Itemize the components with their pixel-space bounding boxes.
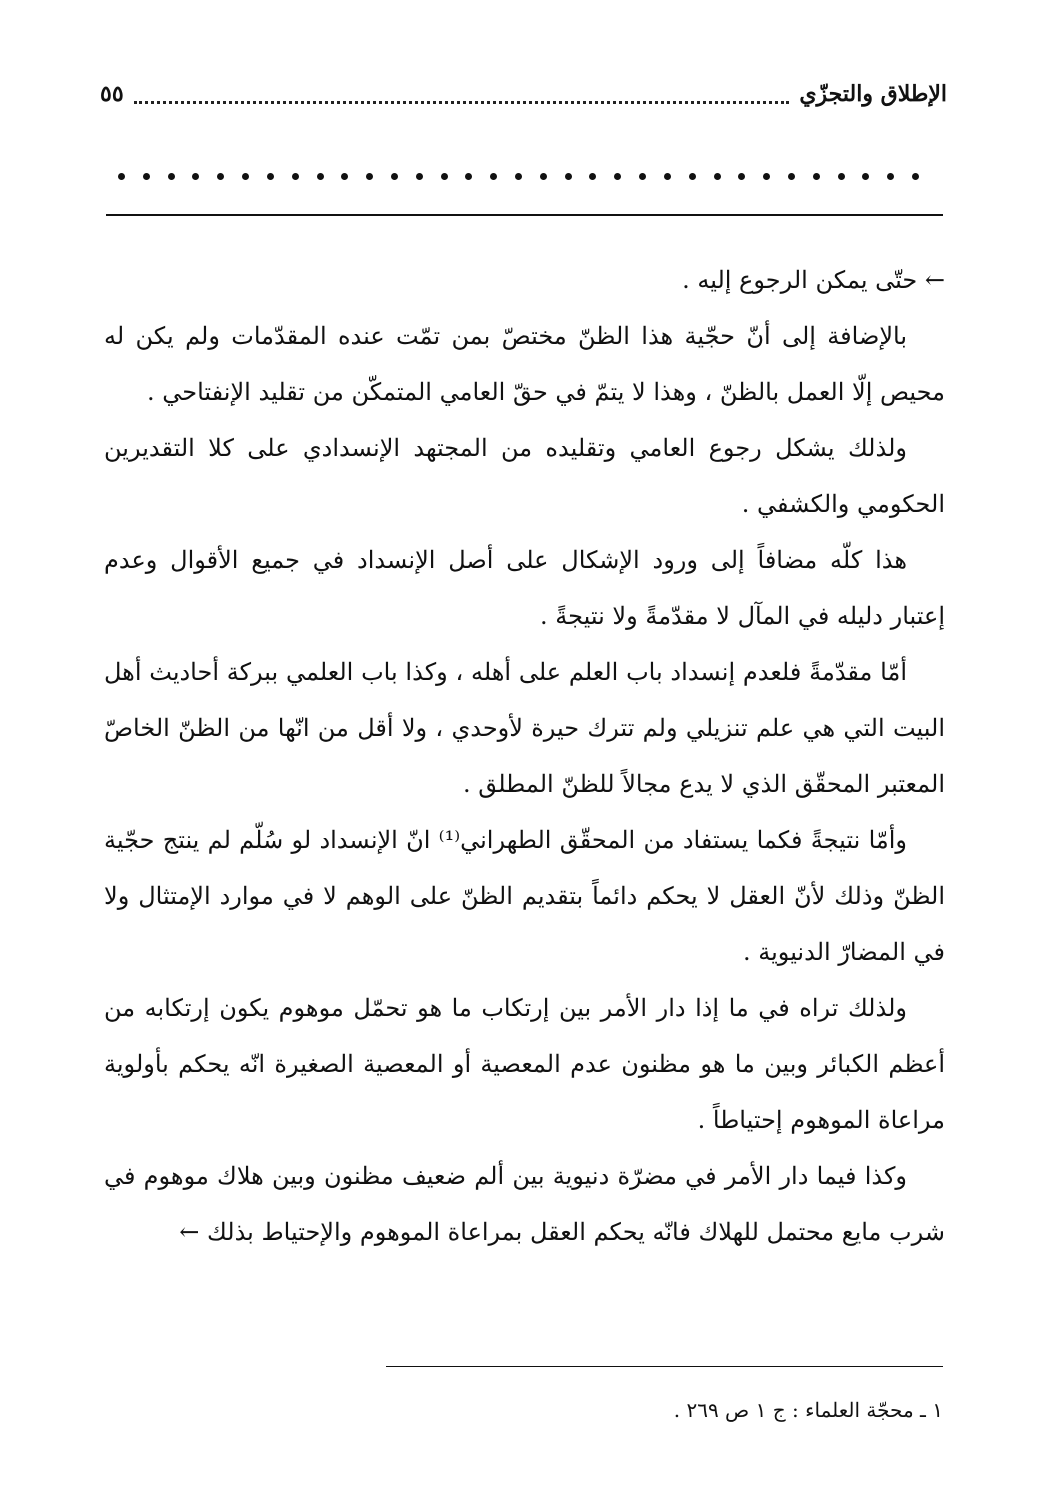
running-header-title: الإطلاق والتجزّي bbox=[799, 81, 947, 107]
ornament-dot bbox=[292, 173, 299, 180]
ornament-dot bbox=[589, 173, 596, 180]
ornament-dot bbox=[813, 173, 820, 180]
ornament-dot bbox=[465, 173, 472, 180]
ornament-dot bbox=[168, 173, 175, 180]
ornament-dot bbox=[242, 173, 249, 180]
paragraph: وكذا فيما دار الأمر في مضرّة دنيوية بين ألم ضعيف مظنون وبين هلاك موهوم في شرب مايع محتمل للهلاك فانّه يحكم العقل بمراعاة الموهوم والإحتياط بذلك ← bbox=[104, 1162, 945, 1246]
ornament-dot bbox=[366, 173, 373, 180]
ornament-dot bbox=[192, 173, 199, 180]
ornament-dot bbox=[118, 173, 125, 180]
paragraph: ولذلك يشكل رجوع العامي وتقليده من المجتهد الإنسدادي على كلا التقديرين الحكومي والكشفي . bbox=[104, 434, 945, 518]
paragraph: وأمّا نتيجةً فكما يستفاد من المحقّق الطهراني⁽¹⁾ انّ الإنسداد لو سُلّم لم ينتج حجّية الظنّ وذلك لأنّ العقل لا يحكم دائماً بتقديم الظنّ على الوهم لا في موارد الإمتثال ولا في المضارّ الدنيوية . bbox=[104, 826, 945, 966]
paragraph: بالإضافة إلى أنّ حجّية هذا الظنّ مختصّ بمن تمّت عنده المقدّمات ولم يكن له محيص إلّا العمل بالظنّ ، وهذا لا يتمّ في حقّ العامي المتمكّن من تقليد الإنفتاحي . bbox=[104, 322, 945, 406]
ornament-dot bbox=[143, 173, 150, 180]
ornament-dot bbox=[912, 173, 919, 180]
dot-leader bbox=[134, 101, 790, 104]
ornament-dot bbox=[515, 173, 522, 180]
ornament-dot bbox=[341, 173, 348, 180]
ornament-dot bbox=[267, 173, 274, 180]
footnote: ١ ـ محجّة العلماء : ج ١ ص ٢٦٩ . bbox=[673, 1398, 943, 1422]
ornament-dot bbox=[714, 173, 721, 180]
header-rule bbox=[106, 214, 943, 216]
ornament-dot bbox=[838, 173, 845, 180]
page-number: ٥٥ bbox=[100, 81, 124, 107]
ornament-dot bbox=[664, 173, 671, 180]
paragraph: هذا كلّه مضافاً إلى ورود الإشكال على أصل الإنسداد في جميع الأقوال وعدم إعتبار دليله في المآل لا مقدّمةً ولا نتيجةً . bbox=[104, 546, 945, 630]
ornament-dot bbox=[217, 173, 224, 180]
paragraph: ← حتّى يمكن الرجوع إليه . bbox=[682, 266, 945, 294]
running-header bbox=[100, 74, 947, 114]
ornament-dot bbox=[738, 173, 745, 180]
paragraph: ولذلك تراه في ما إذا دار الأمر بين إرتكاب ما هو تحمّل موهوم يكون إرتكابه من أعظم الكبائر وبين ما هو مظنون عدم المعصية أو المعصية الصغيرة انّه يحكم بأولوية مراعاة الموهوم إحتياطاً . bbox=[104, 994, 945, 1134]
ornament-dot bbox=[317, 173, 324, 180]
ornament-dot bbox=[639, 173, 646, 180]
ornament-dot bbox=[689, 173, 696, 180]
ornament-dot bbox=[565, 173, 572, 180]
ornament-dot bbox=[862, 173, 869, 180]
ornament-dot bbox=[490, 173, 497, 180]
body-text bbox=[104, 252, 945, 1260]
footnote-rule bbox=[386, 1366, 943, 1367]
ornamental-dot-row bbox=[118, 170, 919, 182]
ornament-dot bbox=[788, 173, 795, 180]
ornament-dot bbox=[441, 173, 448, 180]
ornament-dot bbox=[763, 173, 770, 180]
paragraph: أمّا مقدّمةً فلعدم إنسداد باب العلم على أهله ، وكذا باب العلمي ببركة أحاديث أهل البيت التي هي علم تنزيلي ولم تترك حيرة لأوحدي ، ولا أقل من انّها من الظنّ الخاصّ المعتبر المحقّق الذي لا يدع مجالاً للظنّ المطلق . bbox=[104, 658, 945, 798]
ornament-dot bbox=[391, 173, 398, 180]
ornament-dot bbox=[540, 173, 547, 180]
ornament-dot bbox=[614, 173, 621, 180]
ornament-dot bbox=[887, 173, 894, 180]
ornament-dot bbox=[416, 173, 423, 180]
